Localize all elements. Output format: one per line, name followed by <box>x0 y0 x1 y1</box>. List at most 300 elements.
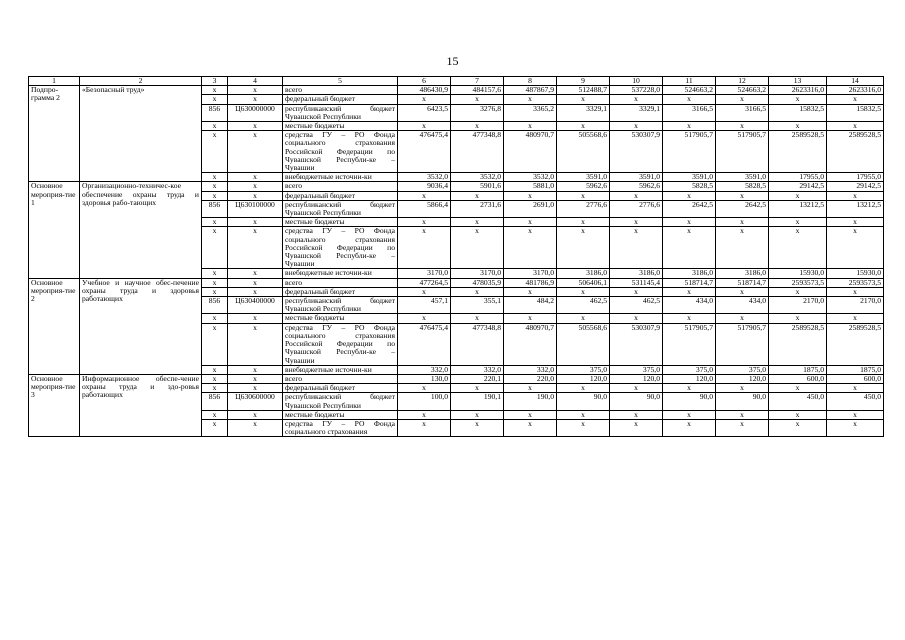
amount-cell: x <box>557 419 610 436</box>
amount-cell: 3170,0 <box>504 269 557 278</box>
header-cell: 11 <box>663 77 716 86</box>
amount-cell: 450,0 <box>827 393 884 410</box>
amount-cell: 2776,6 <box>557 200 610 217</box>
amount-cell: 3170,0 <box>398 269 451 278</box>
funding-source-cell: внебюджетные источни-ки <box>283 173 398 182</box>
amount-cell: 531145,4 <box>610 278 663 287</box>
amount-cell: 15930,0 <box>827 269 884 278</box>
table-row <box>29 374 884 383</box>
amount-cell: 530307,9 <box>610 131 663 173</box>
funding-source-cell: всего <box>283 182 398 191</box>
amount-cell: 3532,0 <box>504 173 557 182</box>
target-article-cell: Ц630600000 <box>228 393 283 410</box>
amount-cell: x <box>610 410 663 419</box>
amount-cell: 477264,5 <box>398 278 451 287</box>
program-title-cell: Информационное обеспе-чение охраны труда и здо-ровья работающих <box>80 374 202 436</box>
amount-cell: 1875,0 <box>769 365 827 374</box>
funding-source-cell: местные бюджеты <box>283 410 398 419</box>
target-article-cell: x <box>228 278 283 287</box>
amount-cell: x <box>716 384 769 393</box>
amount-cell: x <box>610 218 663 227</box>
target-article-cell: x <box>228 287 283 296</box>
target-article-cell: x <box>228 227 283 269</box>
funding-source-cell: республиканский бюджет Чувашской Республики <box>283 104 398 121</box>
header-cell: 7 <box>451 77 504 86</box>
program-name-cell: Основное мероприя-тие 1 <box>29 182 80 278</box>
amount-cell: x <box>610 95 663 104</box>
amount-cell: x <box>557 122 610 131</box>
target-article-cell: x <box>228 384 283 393</box>
funding-source-cell: средства ГУ – РО Фонда социального страхования Российской Федерации по Чувашской Республи-ке – Чувашии <box>283 131 398 173</box>
amount-cell: x <box>827 287 884 296</box>
funding-source-cell: всего <box>283 86 398 95</box>
funding-source-cell: средства ГУ – РО Фонда социального страхования Российской Федерации по Чувашской Республи-ке – Чувашии <box>283 323 398 365</box>
amount-cell: x <box>557 95 610 104</box>
amount-cell: x <box>769 410 827 419</box>
amount-cell: 355,1 <box>451 297 504 314</box>
amount-cell: 480970,7 <box>504 323 557 365</box>
amount-cell: 6423,5 <box>398 104 451 121</box>
amount-cell: 2731,6 <box>451 200 504 217</box>
amount-cell: 13212,5 <box>827 200 884 217</box>
amount-cell: 477348,8 <box>451 323 504 365</box>
amount-cell: x <box>827 419 884 436</box>
amount-cell: x <box>827 218 884 227</box>
amount-cell: 332,0 <box>398 365 451 374</box>
amount-cell: x <box>663 227 716 269</box>
amount-cell: x <box>557 410 610 419</box>
amount-cell: 375,0 <box>716 365 769 374</box>
grbs-code-cell: x <box>202 182 228 191</box>
amount-cell: x <box>716 287 769 296</box>
amount-cell: 517905,7 <box>663 323 716 365</box>
amount-cell: x <box>398 218 451 227</box>
target-article-cell: x <box>228 131 283 173</box>
amount-cell: x <box>610 384 663 393</box>
amount-cell: x <box>716 227 769 269</box>
amount-cell: x <box>769 218 827 227</box>
grbs-code-cell: x <box>202 227 228 269</box>
amount-cell: 512488,7 <box>557 86 610 95</box>
amount-cell: x <box>716 95 769 104</box>
program-name-cell: Основное мероприя-тие 3 <box>29 374 80 436</box>
target-article-cell: Ц630100000 <box>228 200 283 217</box>
amount-cell: x <box>451 419 504 436</box>
amount-cell: 505568,6 <box>557 323 610 365</box>
amount-cell: 434,0 <box>716 297 769 314</box>
amount-cell: x <box>610 191 663 200</box>
amount-cell: 220,0 <box>504 374 557 383</box>
amount-cell: 518714,7 <box>716 278 769 287</box>
amount-cell: 476475,4 <box>398 323 451 365</box>
amount-cell: 1875,0 <box>827 365 884 374</box>
amount-cell: x <box>769 95 827 104</box>
header-cell: 6 <box>398 77 451 86</box>
amount-cell: 120,0 <box>557 374 610 383</box>
amount-cell: x <box>504 227 557 269</box>
amount-cell: x <box>663 384 716 393</box>
funding-source-cell: федеральный бюджет <box>283 287 398 296</box>
amount-cell: 2593573,5 <box>769 278 827 287</box>
amount-cell: 2776,6 <box>610 200 663 217</box>
amount-cell: x <box>451 227 504 269</box>
amount-cell: x <box>610 227 663 269</box>
grbs-code-cell: x <box>202 374 228 383</box>
amount-cell: 524663,2 <box>663 86 716 95</box>
amount-cell: 3170,0 <box>451 269 504 278</box>
amount-cell: 462,5 <box>610 297 663 314</box>
table-row <box>29 86 884 95</box>
amount-cell: 2623316,0 <box>769 86 827 95</box>
amount-cell: 518714,7 <box>663 278 716 287</box>
amount-cell: x <box>663 191 716 200</box>
funding-source-cell: федеральный бюджет <box>283 384 398 393</box>
amount-cell: 375,0 <box>557 365 610 374</box>
target-article-cell: x <box>228 173 283 182</box>
amount-cell: 3591,0 <box>663 173 716 182</box>
amount-cell: 120,0 <box>610 374 663 383</box>
amount-cell: x <box>827 95 884 104</box>
grbs-code-cell: x <box>202 365 228 374</box>
amount-cell: 486430,9 <box>398 86 451 95</box>
amount-cell: x <box>451 122 504 131</box>
amount-cell: 29142,5 <box>769 182 827 191</box>
amount-cell: 457,1 <box>398 297 451 314</box>
amount-cell: x <box>827 314 884 323</box>
funding-source-cell: республиканский бюджет Чувашской Республики <box>283 200 398 217</box>
amount-cell: 524663,2 <box>716 86 769 95</box>
amount-cell: x <box>504 95 557 104</box>
grbs-code-cell: x <box>202 95 228 104</box>
amount-cell: 517905,7 <box>716 131 769 173</box>
amount-cell: 600,0 <box>827 374 884 383</box>
amount-cell: 3591,0 <box>716 173 769 182</box>
amount-cell: 3186,0 <box>663 269 716 278</box>
amount-cell: x <box>769 314 827 323</box>
target-article-cell: x <box>228 269 283 278</box>
amount-cell: 130,0 <box>398 374 451 383</box>
amount-cell: 332,0 <box>504 365 557 374</box>
amount-cell: 477348,8 <box>451 131 504 173</box>
amount-cell: x <box>663 95 716 104</box>
grbs-code-cell: x <box>202 122 228 131</box>
funding-source-cell: всего <box>283 278 398 287</box>
amount-cell: x <box>716 122 769 131</box>
grbs-code-cell: x <box>202 410 228 419</box>
amount-cell: x <box>451 287 504 296</box>
amount-cell: 3591,0 <box>610 173 663 182</box>
amount-cell: x <box>398 410 451 419</box>
amount-cell: x <box>827 122 884 131</box>
header-cell: 5 <box>283 77 398 86</box>
grbs-code-cell: 856 <box>202 200 228 217</box>
grbs-code-cell: x <box>202 191 228 200</box>
grbs-code-cell: 856 <box>202 297 228 314</box>
amount-cell: x <box>398 95 451 104</box>
amount-cell: 487867,9 <box>504 86 557 95</box>
target-article-cell: x <box>228 122 283 131</box>
amount-cell: 537228,0 <box>610 86 663 95</box>
grbs-code-cell: x <box>202 173 228 182</box>
target-article-cell: x <box>228 95 283 104</box>
amount-cell: 5866,4 <box>398 200 451 217</box>
amount-cell: 3365,2 <box>504 104 557 121</box>
amount-cell: 2589528,5 <box>827 131 884 173</box>
funding-source-cell: местные бюджеты <box>283 314 398 323</box>
amount-cell: x <box>827 191 884 200</box>
amount-cell: x <box>610 419 663 436</box>
funding-source-cell: внебюджетные источни-ки <box>283 365 398 374</box>
amount-cell: x <box>451 314 504 323</box>
program-name-cell: Подпро-грамма 2 <box>29 86 80 182</box>
amount-cell: 530307,9 <box>610 323 663 365</box>
funding-source-cell: всего <box>283 374 398 383</box>
amount-cell: 2589528,5 <box>769 131 827 173</box>
amount-cell: x <box>504 218 557 227</box>
program-name-cell: Основное мероприя-тие 2 <box>29 278 80 374</box>
amount-cell: 29142,5 <box>827 182 884 191</box>
amount-cell: x <box>557 287 610 296</box>
amount-cell: 480970,7 <box>504 131 557 173</box>
amount-cell: 517905,7 <box>716 323 769 365</box>
header-cell: 13 <box>769 77 827 86</box>
amount-cell: 2623316,0 <box>827 86 884 95</box>
amount-cell: 2593573,5 <box>827 278 884 287</box>
amount-cell: 9036,4 <box>398 182 451 191</box>
page-number: 15 <box>446 54 459 68</box>
amount-cell: x <box>398 384 451 393</box>
amount-cell: x <box>504 191 557 200</box>
budget-table <box>28 76 884 437</box>
amount-cell: x <box>769 191 827 200</box>
amount-cell: 5962,6 <box>610 182 663 191</box>
amount-cell: 13212,5 <box>769 200 827 217</box>
header-cell: 9 <box>557 77 610 86</box>
amount-cell: 15930,0 <box>769 269 827 278</box>
header-cell: 14 <box>827 77 884 86</box>
header-cell: 2 <box>80 77 202 86</box>
amount-cell: x <box>451 191 504 200</box>
funding-source-cell: федеральный бюджет <box>283 95 398 104</box>
amount-cell: x <box>451 218 504 227</box>
amount-cell: 506406,1 <box>557 278 610 287</box>
amount-cell: 3329,1 <box>557 104 610 121</box>
amount-cell: 90,0 <box>716 393 769 410</box>
amount-cell: x <box>451 95 504 104</box>
program-title-cell: «Безопасный труд» <box>80 86 202 182</box>
funding-source-cell: местные бюджеты <box>283 122 398 131</box>
amount-cell: x <box>827 410 884 419</box>
amount-cell: 2170,0 <box>769 297 827 314</box>
amount-cell: 2589528,5 <box>769 323 827 365</box>
amount-cell: x <box>663 122 716 131</box>
grbs-code-cell: x <box>202 384 228 393</box>
amount-cell: 15832,5 <box>827 104 884 121</box>
target-article-cell: x <box>228 218 283 227</box>
amount-cell: x <box>663 419 716 436</box>
funding-source-cell: республиканский бюджет Чувашской Республики <box>283 393 398 410</box>
amount-cell: 2170,0 <box>827 297 884 314</box>
amount-cell: x <box>557 314 610 323</box>
target-article-cell: x <box>228 182 283 191</box>
amount-cell: 3166,5 <box>663 104 716 121</box>
amount-cell: 484157,6 <box>451 86 504 95</box>
amount-cell: 2691,0 <box>504 200 557 217</box>
header-cell: 10 <box>610 77 663 86</box>
target-article-cell: x <box>228 191 283 200</box>
amount-cell: 120,0 <box>663 374 716 383</box>
amount-cell: 2642,5 <box>716 200 769 217</box>
amount-cell: x <box>504 122 557 131</box>
amount-cell: 505568,6 <box>557 131 610 173</box>
grbs-code-cell: x <box>202 323 228 365</box>
funding-source-cell: федеральный бюджет <box>283 191 398 200</box>
amount-cell: x <box>398 122 451 131</box>
target-article-cell: x <box>228 419 283 436</box>
header-cell: 12 <box>716 77 769 86</box>
target-article-cell: x <box>228 365 283 374</box>
grbs-code-cell: x <box>202 278 228 287</box>
amount-cell: x <box>398 227 451 269</box>
grbs-code-cell: x <box>202 218 228 227</box>
amount-cell: 190,1 <box>451 393 504 410</box>
target-article-cell: x <box>228 323 283 365</box>
amount-cell: 15832,5 <box>769 104 827 121</box>
amount-cell: 2642,5 <box>663 200 716 217</box>
target-article-cell: x <box>228 410 283 419</box>
amount-cell: 478035,9 <box>451 278 504 287</box>
amount-cell: x <box>716 314 769 323</box>
amount-cell: x <box>716 410 769 419</box>
amount-cell: 481786,9 <box>504 278 557 287</box>
funding-source-cell: внебюджетные источни-ки <box>283 269 398 278</box>
amount-cell: x <box>398 191 451 200</box>
amount-cell: x <box>663 287 716 296</box>
amount-cell: x <box>769 419 827 436</box>
amount-cell: x <box>827 227 884 269</box>
amount-cell: 17955,0 <box>769 173 827 182</box>
amount-cell: 5881,0 <box>504 182 557 191</box>
amount-cell: x <box>504 410 557 419</box>
amount-cell: x <box>451 410 504 419</box>
amount-cell: x <box>827 384 884 393</box>
amount-cell: x <box>557 227 610 269</box>
amount-cell: 332,0 <box>451 365 504 374</box>
amount-cell: x <box>663 218 716 227</box>
amount-cell: x <box>451 384 504 393</box>
amount-cell: x <box>398 419 451 436</box>
amount-cell: x <box>769 384 827 393</box>
amount-cell: 3532,0 <box>451 173 504 182</box>
amount-cell: 5828,5 <box>663 182 716 191</box>
amount-cell: 3186,0 <box>716 269 769 278</box>
amount-cell: 90,0 <box>610 393 663 410</box>
grbs-code-cell: x <box>202 419 228 436</box>
funding-source-cell: местные бюджеты <box>283 218 398 227</box>
target-article-cell: x <box>228 86 283 95</box>
amount-cell: x <box>504 419 557 436</box>
amount-cell: 450,0 <box>769 393 827 410</box>
amount-cell: 5828,5 <box>716 182 769 191</box>
amount-cell: 476475,4 <box>398 131 451 173</box>
amount-cell: 3276,8 <box>451 104 504 121</box>
grbs-code-cell: x <box>202 86 228 95</box>
amount-cell: x <box>663 410 716 419</box>
amount-cell: x <box>769 287 827 296</box>
amount-cell: x <box>557 218 610 227</box>
amount-cell: x <box>398 287 451 296</box>
amount-cell: 375,0 <box>663 365 716 374</box>
amount-cell: 375,0 <box>610 365 663 374</box>
funding-source-cell: средства ГУ – РО Фонда социального страхования Российской Федерации по Чувашской Республи-ке – Чувашии <box>283 227 398 269</box>
amount-cell: 5901,6 <box>451 182 504 191</box>
amount-cell: 220,1 <box>451 374 504 383</box>
amount-cell: x <box>504 384 557 393</box>
header-cell: 4 <box>228 77 283 86</box>
amount-cell: 462,5 <box>557 297 610 314</box>
table-row <box>29 182 884 191</box>
amount-cell: 3532,0 <box>398 173 451 182</box>
amount-cell: 3166,5 <box>716 104 769 121</box>
amount-cell: 2589528,5 <box>827 323 884 365</box>
grbs-code-cell: 856 <box>202 393 228 410</box>
grbs-code-cell: x <box>202 131 228 173</box>
grbs-code-cell: x <box>202 269 228 278</box>
program-title-cell: Организационно-техничес-кое обеспечение охраны труда и здоровья рабо-тающих <box>80 182 202 278</box>
amount-cell: 434,0 <box>663 297 716 314</box>
amount-cell: 100,0 <box>398 393 451 410</box>
amount-cell: 600,0 <box>769 374 827 383</box>
table-row <box>29 278 884 287</box>
amount-cell: x <box>663 314 716 323</box>
amount-cell: x <box>610 287 663 296</box>
header-cell: 8 <box>504 77 557 86</box>
target-article-cell: Ц630400000 <box>228 297 283 314</box>
header-cell: 1 <box>29 77 80 86</box>
target-article-cell: x <box>228 374 283 383</box>
header-cell: 3 <box>202 77 228 86</box>
amount-cell: 3591,0 <box>557 173 610 182</box>
grbs-code-cell: x <box>202 287 228 296</box>
amount-cell: x <box>557 191 610 200</box>
grbs-code-cell: 856 <box>202 104 228 121</box>
funding-source-cell: средства ГУ – РО Фонда социального страхования <box>283 419 398 436</box>
amount-cell: 517905,7 <box>663 131 716 173</box>
amount-cell: x <box>716 419 769 436</box>
amount-cell: x <box>398 314 451 323</box>
amount-cell: 3186,0 <box>610 269 663 278</box>
amount-cell: x <box>716 218 769 227</box>
amount-cell: x <box>504 287 557 296</box>
amount-cell: x <box>610 314 663 323</box>
amount-cell: 17955,0 <box>827 173 884 182</box>
amount-cell: x <box>557 384 610 393</box>
amount-cell: 120,0 <box>716 374 769 383</box>
amount-cell: 3329,1 <box>610 104 663 121</box>
amount-cell: 90,0 <box>557 393 610 410</box>
amount-cell: 5962,6 <box>557 182 610 191</box>
program-title-cell: Учебное и научное обес-печение охраны труда и здоровья работающих <box>80 278 202 374</box>
amount-cell: 3186,0 <box>557 269 610 278</box>
amount-cell: x <box>769 227 827 269</box>
table-body <box>29 77 884 437</box>
amount-cell: 90,0 <box>663 393 716 410</box>
amount-cell: 190,0 <box>504 393 557 410</box>
amount-cell: x <box>504 314 557 323</box>
funding-source-cell: республиканский бюджет Чувашской Республики <box>283 297 398 314</box>
amount-cell: x <box>610 122 663 131</box>
target-article-cell: Ц630000000 <box>228 104 283 121</box>
